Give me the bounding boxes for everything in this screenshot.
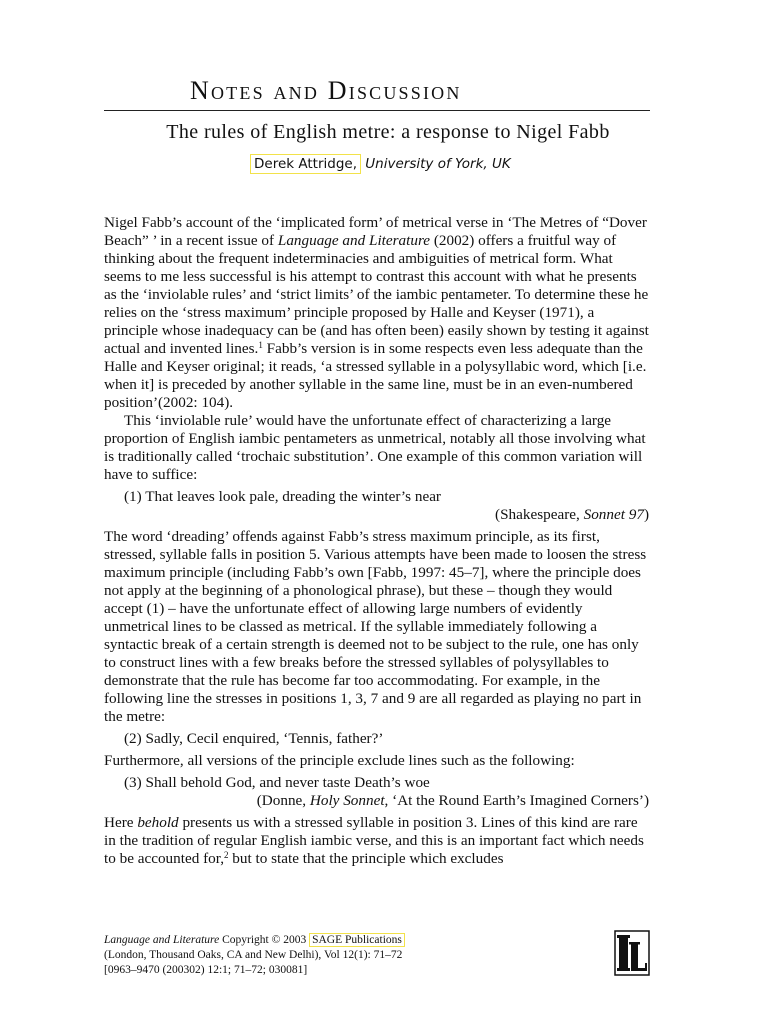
footer-line-2: (London, Thousand Oaks, CA and New Delhi), Vol 12(1): 71–72 [104, 949, 403, 961]
footer-journal: Language and Literature [104, 934, 220, 946]
footnote-ref-2[interactable]: 2 [224, 850, 229, 860]
example-1-source-b: ) [643, 506, 649, 523]
paragraph-3: The word ‘dreading’ offends against Fabb’s stress maximum principle, as its first, stressed, syllable falls in position 5. Various attempts have been made to loosen the stress maximum principle (including Fabb’s own [Fabb, 1997: 45–7], where the principle does not apply at the beginning of a phonological phrase), but these – though they would accept (1) – have the unfortunate effect of allowing large numbers of evidently unmetrical lines to be classed as metrical. If the syllable immediately following a syntactic break of a certain strength is deemed not to be subject to the rule, one has only to construct lines with a few breaks before the stressed syllables of polysyllables to demonstrate that the rule has become far too accommodating. For example, in the following line the stresses in positions 1, 3, 7 and 9 are all regarded as playing no part in the metre: [104, 528, 647, 725]
paragraph-5 [104, 814, 649, 868]
paragraph-5-text-a: Here [104, 814, 138, 831]
example-3-source [104, 792, 649, 810]
section-title: Notes and Discussion [190, 76, 462, 105]
paragraph-1 [104, 214, 649, 412]
article-title: The rules of English metre: a response to Nigel Fabb [166, 121, 610, 143]
paragraph-4: Furthermore, all versions of the principle exclude lines such as the following: [104, 752, 575, 769]
example-3-source-title: Holy Sonnet [309, 792, 385, 809]
publisher-link[interactable]: SAGE Publications [309, 933, 405, 947]
footer-line-1 [104, 933, 534, 948]
footnote-ref-1[interactable]: 1 [258, 340, 263, 350]
example-3-source-b: , ‘At the Round Earth’s Imagined Corners’) [384, 792, 649, 809]
paragraph-1-text-b: (2002) offers a fruitful way of thinking about the frequent indeterminacies and ambiguities of metrical form. What seems to me less successful is his attempt to contrast this account with what he presents as the ‘inviolable rules’ and ‘strict limits’ of the iambic pentameter. To determine these he relies on the ‘stress maximum’ principle proposed by Halle and Keyser (1971), a principle whose inadequacy can be (and has often been) easily shown by testing it against actual and invented lines. [104, 232, 649, 357]
footer-copyright: Copyright © 2003 [219, 934, 310, 946]
paragraph-5-word: behold [137, 814, 179, 831]
example-3-source-a: (Donne, [256, 792, 310, 809]
paragraph-1-text-a: Nigel Fabb’s account of the ‘implicated form’ of metrical verse in ‘The Metres of “Dover Beach” ’ in a recent issue of [104, 214, 647, 249]
footer-line-3: [0963–9470 (200302) 12:1; 71–72; 030081] [104, 964, 308, 976]
example-1-source [104, 506, 649, 524]
article-body [104, 214, 649, 868]
paragraph-5-text-c: but to state that the principle which excludes [228, 850, 504, 867]
paragraph-2: This ‘inviolable rule’ would have the unfortunate effect of characterizing a large proportion of English iambic pentameters as unmetrical, notably all those involving what is traditionally called ‘trochaic substitution’. One example of this common variation will have to suffice: [104, 412, 646, 483]
example-2: (2) Sadly, Cecil enquired, ‘Tennis, father?’ [124, 730, 384, 747]
header-rule [104, 110, 650, 111]
example-1: (1) That leaves look pale, dreading the winter’s near [124, 488, 441, 505]
example-1-source-a: (Shakespeare, [495, 506, 584, 523]
example-1-source-title: Sonnet 97 [583, 506, 644, 523]
paragraph-5-text-b: presents us with a stressed syllable in position 3. Lines of this kind are rare in the tradition of regular English iambic verse, and this is an important fact which needs to be accounted for, [104, 814, 644, 867]
byline [250, 156, 511, 172]
author-affiliation: University of York, UK [365, 156, 511, 172]
footer [104, 933, 534, 978]
example-3: (3) Shall behold God, and never taste Death’s woe [124, 774, 430, 791]
paragraph-1-text-c: Fabb’s version is in some respects even less adequate than the Halle and Keyser original; it reads, ‘a stressed syllable in a polysyllabic word, which [i.e. when it] is preceded by another syllable in the same line, must be in an even-numbered position’(2002: 104). [104, 340, 647, 411]
author-name[interactable]: Derek Attridge, [250, 154, 361, 174]
journal-logo-icon [614, 930, 650, 976]
journal-title: Language and Literature [277, 232, 431, 249]
